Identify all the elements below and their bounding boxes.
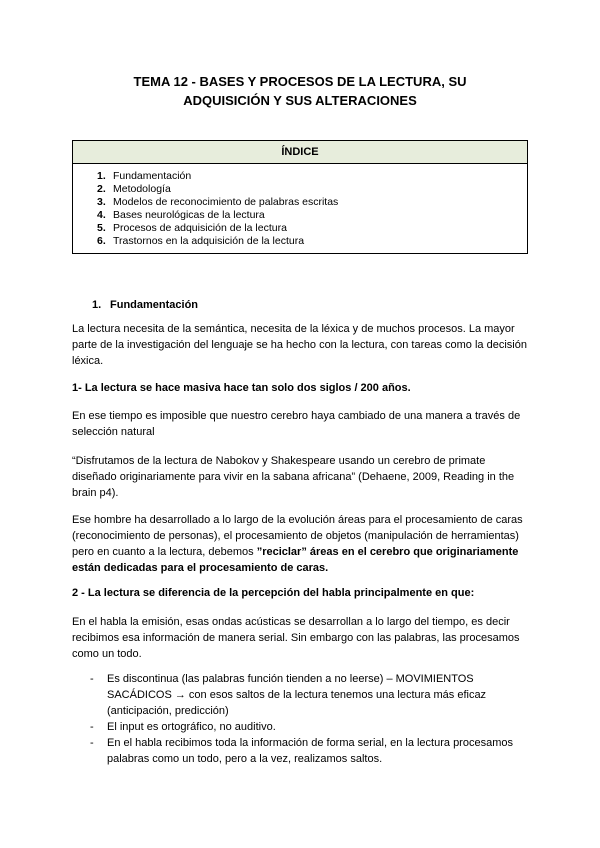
- index-item-number: 1.: [97, 170, 106, 182]
- index-item-label: Modelos de reconocimiento de palabras escritas: [113, 196, 339, 208]
- title-line-1: TEMA 12 - BASES Y PROCESOS DE LA LECTURA, SU: [133, 74, 467, 89]
- point-1-heading: 1- La lectura se hace masiva hace tan solo dos siglos / 200 años.: [72, 382, 411, 394]
- index-item: [97, 222, 527, 235]
- title-line-2: ADQUISICIÓN Y SUS ALTERACIONES: [183, 93, 417, 108]
- index-item: [97, 183, 527, 196]
- index-item: [97, 209, 527, 222]
- point-2-paragraph: En el habla la emisión, esas ondas acústicas se desarrollan a lo largo del tiempo, es decir recibimos esa información de manera serial. Sin embargo con las palabras, las procesamos como un todo.: [72, 616, 520, 660]
- bullet-dash: -: [90, 737, 94, 749]
- intro-paragraph: La lectura necesita de la semántica, necesita de la léxica y de muchos procesos. La mayor parte de la investigación del lenguaje se ha hecho con la lectura, con tareas como la decisión léxica.: [72, 323, 527, 367]
- list-item: [72, 735, 530, 767]
- index-item-label: Procesos de adquisición de la lectura: [113, 222, 287, 234]
- index-item-number: 2.: [97, 183, 106, 195]
- index-item-number: 5.: [97, 222, 106, 234]
- index-item-number: 4.: [97, 209, 106, 221]
- evolution-emphasis: ”reciclar” áreas en el cerebro que originariamente están dedicadas para el procesamiento de caras.: [72, 546, 519, 574]
- index-heading: ÍNDICE: [73, 141, 527, 164]
- index-item-label: Trastornos en la adquisición de la lectura: [113, 235, 305, 247]
- document-title: [60, 72, 540, 110]
- point-1-paragraph: En ese tiempo es imposible que nuestro cerebro haya cambiado de una manera a través de selección natural: [72, 410, 521, 438]
- index-list: [73, 170, 527, 248]
- bullet-list: [72, 671, 530, 767]
- quote-paragraph: “Disfrutamos de la lectura de Nabokov y Shakespeare usando un cerebro de primate diseñado originariamente para vivir en la sabana africana” (Dehaene, 2009, Reading in the brain p4).: [72, 455, 515, 499]
- section-heading: [92, 297, 550, 313]
- index-item-label: Bases neurológicas de la lectura: [113, 209, 265, 221]
- section-title: Fundamentación: [110, 299, 199, 311]
- bullet-dash: -: [90, 673, 94, 685]
- index-table: [72, 140, 528, 254]
- index-item: [97, 235, 527, 248]
- list-item-text: En el habla recibimos toda la información de forma serial, en la lectura procesamos palabras como un todo, pero a la vez, realizamos saltos.: [107, 737, 513, 765]
- index-item-label: Metodología: [113, 183, 171, 195]
- index-item-number: 6.: [97, 235, 106, 247]
- list-item-text: El input es ortográfico, no auditivo.: [107, 721, 276, 733]
- list-item: [72, 719, 530, 735]
- evolution-text: Ese hombre ha desarrollado a lo largo de la evolución áreas para el procesamiento de caras (reconocimiento de personas), el procesamiento de objetos (manipulación de herramientas) pero en cuanto a la lectura, debemos: [72, 514, 523, 558]
- list-item-text: Es discontinua (las palabras función tienden a no leerse) – MOVIMIENTOS SACÁDICOS → con esos saltos de la lectura tenemos una lectura más eficaz (anticipación, predicción): [107, 673, 487, 717]
- point-2-heading: 2 - La lectura se diferencia de la percepción del habla principalmente en que:: [72, 587, 475, 599]
- section-number: 1.: [92, 299, 102, 311]
- index-item: [97, 170, 527, 183]
- evolution-paragraph: [72, 512, 530, 576]
- list-item: [72, 671, 530, 719]
- bullet-dash: -: [90, 721, 94, 733]
- index-item-number: 3.: [97, 196, 106, 208]
- index-item-label: Fundamentación: [113, 170, 192, 182]
- index-item: [97, 196, 527, 209]
